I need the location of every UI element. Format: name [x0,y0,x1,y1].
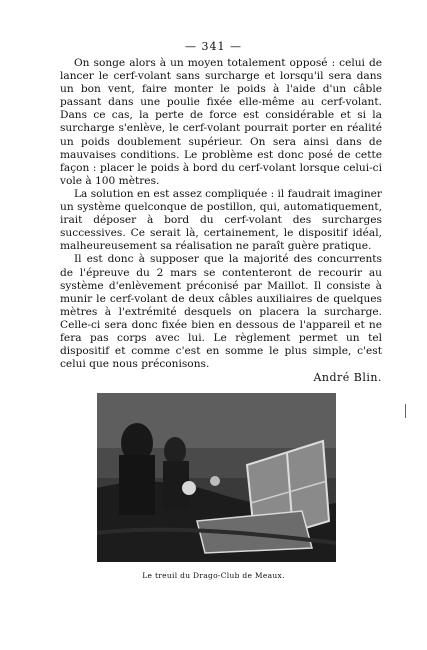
page-number: — 341 — [185,40,242,53]
paragraph-1: On songe alors à un moyen totalement opposé : celui de lancer le cerf-volant sans surcharge et lorsqu'il sera dans un bon vent, faire monter le poids à l'aide d'un câble passant dans une poulie fixée elle-même au cerf-volant. Dans ce cas, la perte de force est considérable et si la surcharge s'enlève, le cerf-volant pourrait porter en réalité un poids doublement supérieur. On sera ainsi dans de mauvaises conditions. Le problème est donc posé de cette façon : placer le poids à bord du cerf-volant lorsque celui-ci vole à 100 mètres. [60,57,382,187]
winch-photograph [97,393,336,562]
paragraph-3: Il est donc à supposer que la majorité des concurrents de l'épreuve du 2 mars se contenteront de recourir au système d'enlèvement préconisé par Maillot. Il consiste à munir le cerf-volant de deux câbles auxiliaires de quelques mètres à l'extrémité desquels on placera la surcharge. Celle-ci sera donc fixée bien en dessous de l'appareil et ne fera pas corps avec lui. Le règlement permet un tel dispositif et comme c'est en somme le plus simple, c'est celui que nous préconisons. [60,253,382,371]
article-body [60,57,382,384]
author-signature: André Blin. [313,371,382,385]
paragraph-2: La solution en est assez compliquée : il faudrait imaginer un système quelconque de postillon, qui, automatiquement, irait déposer à bord du cerf-volant des surcharges successives. Ce serait là, certainement, le dispositif idéal, malheureusement sa réalisation ne paraît guère pratique. [60,187,382,253]
photo-illustration [97,393,336,562]
margin-mark [405,404,412,418]
figure-caption: Le treuil du Drago-Club de Meaux. [142,571,285,580]
